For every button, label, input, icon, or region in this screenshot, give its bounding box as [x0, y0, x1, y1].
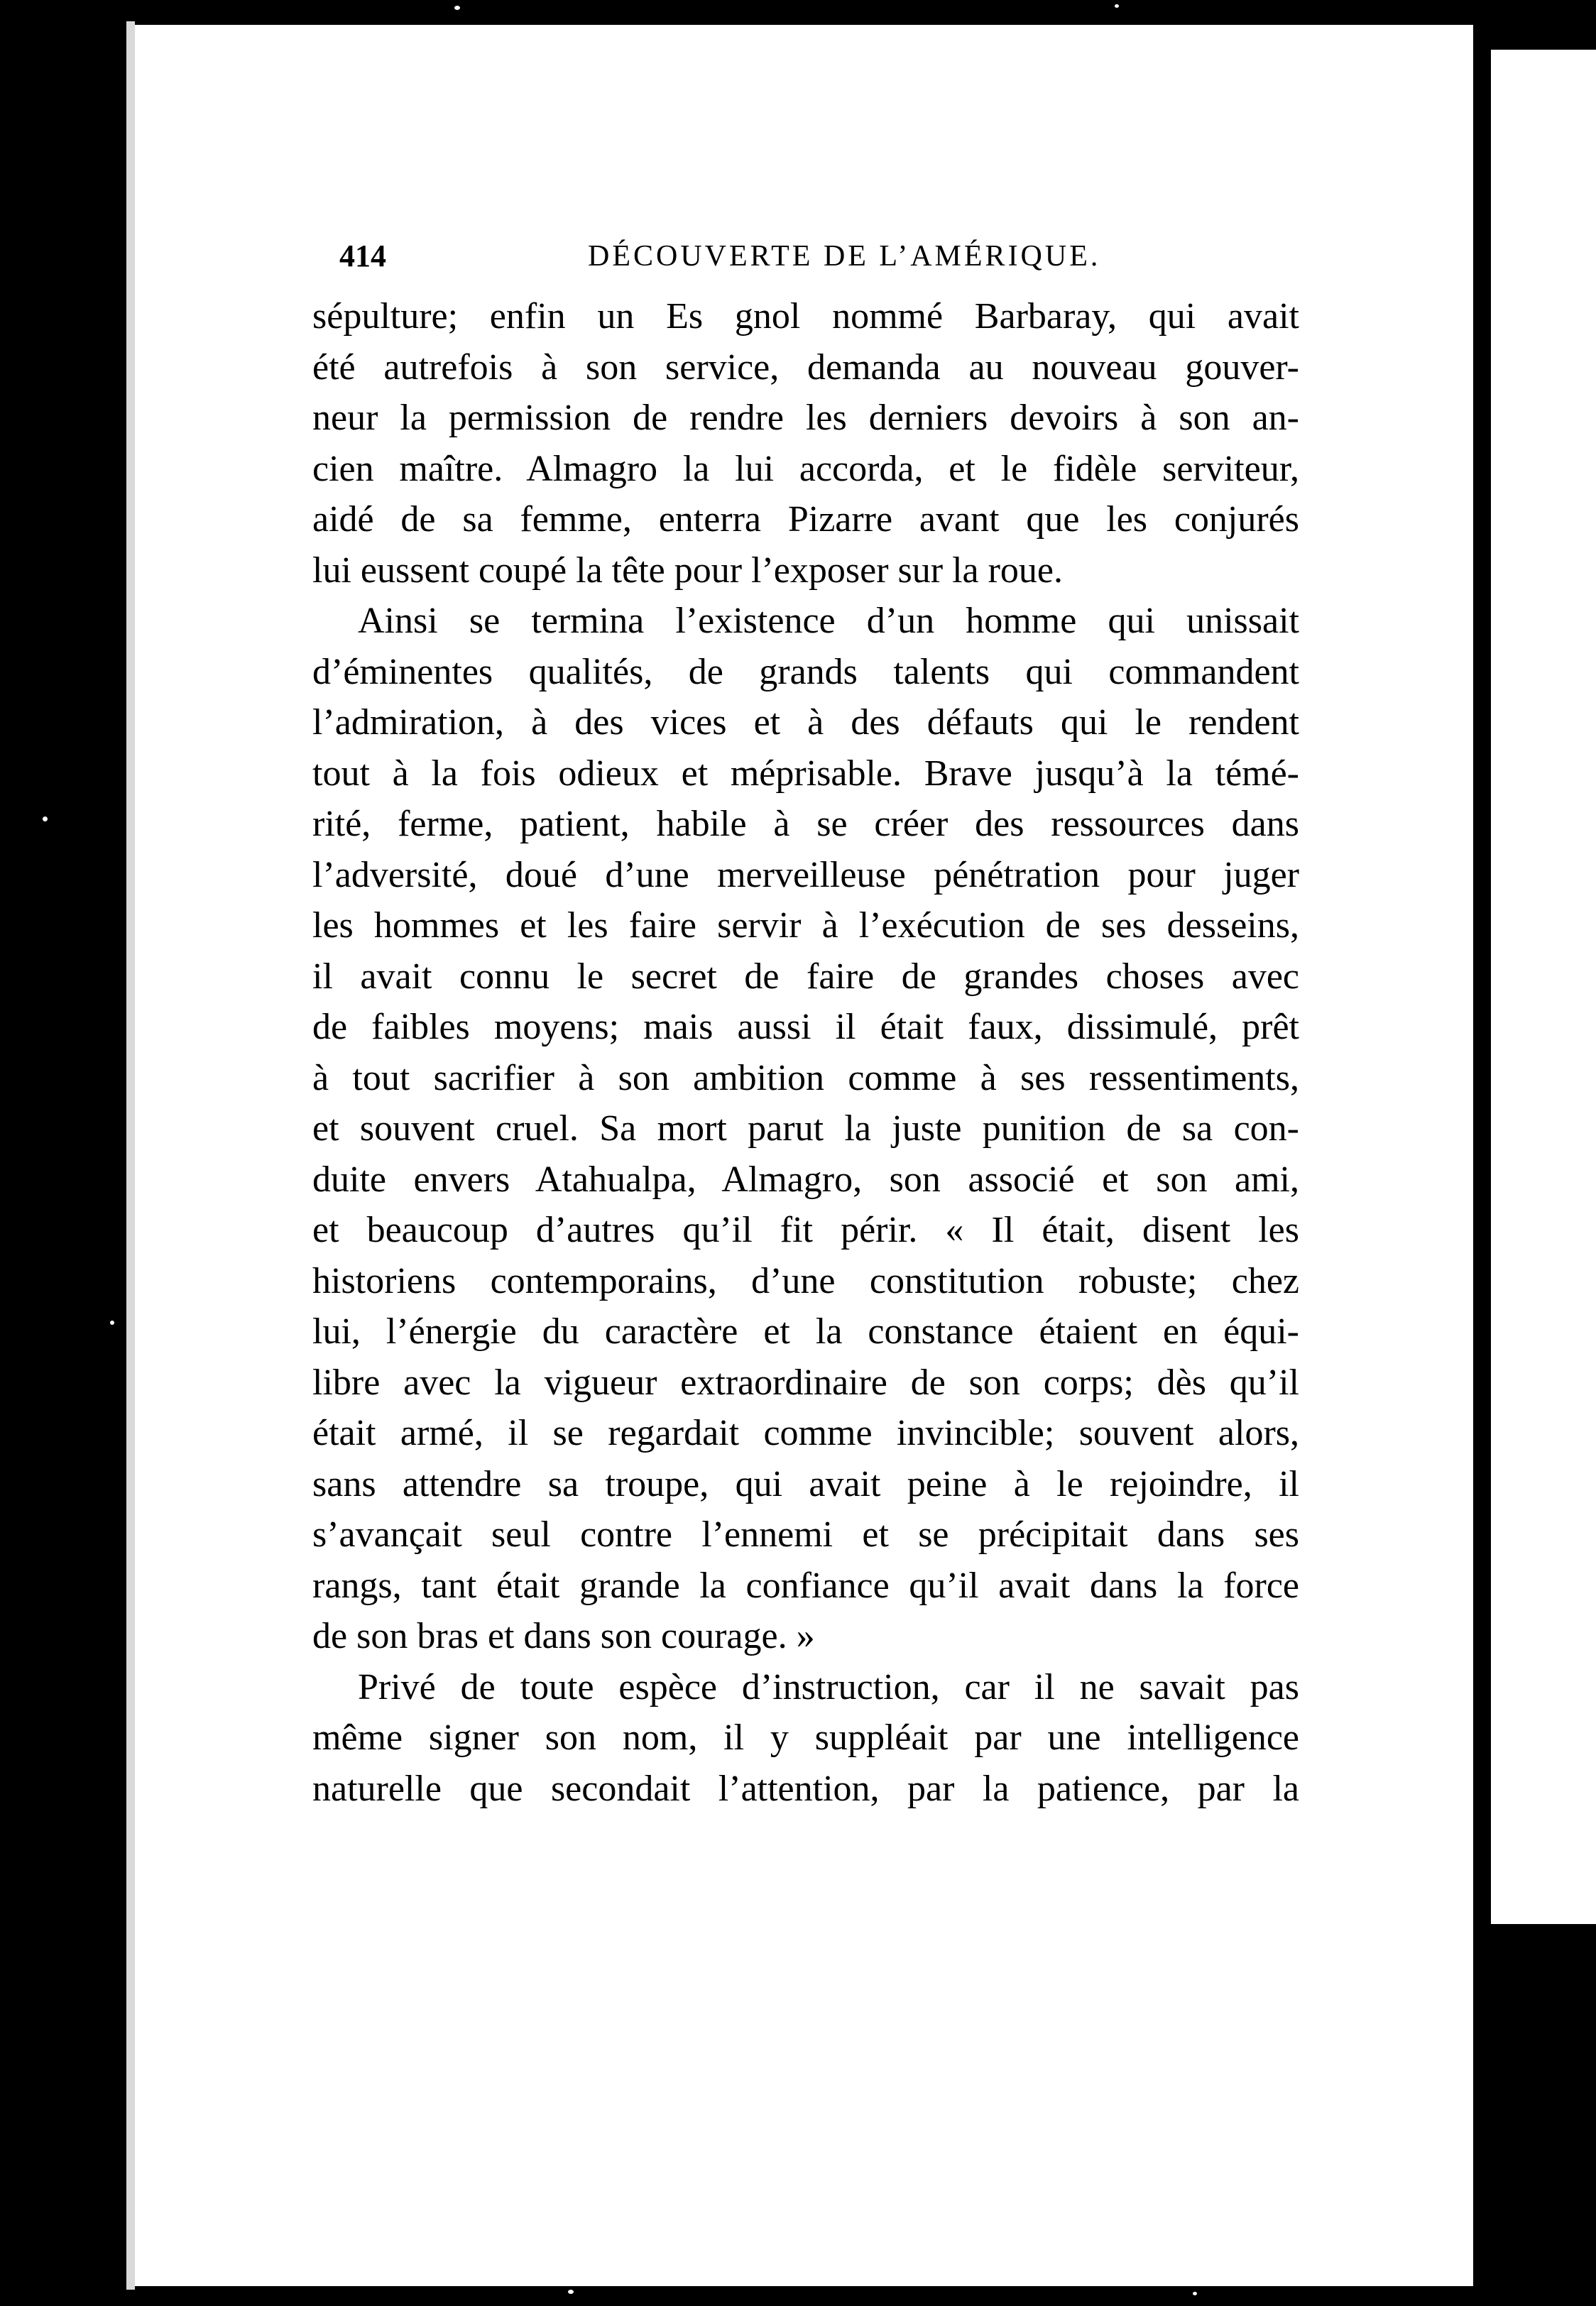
page-edge [126, 21, 135, 2290]
text-line: duite envers Atahualpa, Almagro, son associé et son ami, [312, 1159, 1299, 1200]
body-text [312, 291, 1299, 1814]
text-line: neur la permission de rendre les derniers devoirs à son an- [312, 398, 1299, 438]
text-line: lui, l’énergie du caractère et la constance étaient en équi- [312, 1311, 1299, 1352]
text-line: et beaucoup d’autres qu’il fit périr. « Il était, disent les [312, 1210, 1299, 1250]
text-line: il avait connu le secret de faire de grandes choses avec [312, 956, 1299, 997]
text-line: rangs, tant était grande la confiance qu’il avait dans la force [312, 1565, 1299, 1606]
text-line: tout à la fois odieux et méprisable. Brave jusqu’à la témé- [312, 753, 1299, 794]
text-line: d’éminentes qualités, de grands talents qui commandent [312, 651, 1299, 692]
text-line: Ainsi se termina l’existence d’un homme qui unissait [358, 601, 1299, 641]
scan-speck [110, 1321, 114, 1325]
running-title: DÉCOUVERTE DE L’AMÉRIQUE. [588, 240, 1101, 273]
text-line: naturelle que secondait l’attention, par la patience, par la [312, 1768, 1299, 1809]
text-line: l’adversité, doué d’une merveilleuse pénétration pour juger [312, 854, 1299, 895]
scan-speck [1115, 4, 1119, 8]
text-line: et souvent cruel. Sa mort parut la juste punition de sa con- [312, 1108, 1299, 1149]
text-line: aidé de sa femme, enterra Pizarre avant que les conjurés [312, 499, 1299, 540]
text-line: s’avançait seul contre l’ennemi et se précipitait dans ses [312, 1514, 1299, 1555]
text-line: Privé de toute espèce d’instruction, car il ne savait pas [358, 1666, 1299, 1707]
text-line: de faibles moyens; mais aussi il était faux, dissimulé, prêt [312, 1007, 1299, 1047]
text-line: sans attendre sa troupe, qui avait peine à le rejoindre, il [312, 1463, 1299, 1504]
page-number: 414 [339, 239, 386, 273]
text-line: de son bras et dans son courage. » [312, 1616, 815, 1656]
text-line: l’admiration, à des vices et à des défauts qui le rendent [312, 702, 1299, 743]
scan-speck [43, 816, 48, 821]
text-line: été autrefois à son service, demanda au nouveau gouver- [312, 346, 1299, 388]
page-header [339, 238, 1113, 280]
text-line: à tout sacrifier à son ambition comme à ses ressentiments, [312, 1057, 1299, 1098]
text-line: était armé, il se regardait comme invincible; souvent alors, [312, 1413, 1299, 1453]
text-line: sépulture; enfin un Es gnol nommé Barbaray, qui avait [312, 296, 1299, 337]
text-line: lui eussent coupé la tête pour l’exposer sur la roue. [312, 550, 1063, 591]
scan-speck [454, 6, 460, 10]
facing-page-edge [1491, 50, 1596, 1924]
text-line: historiens contemporains, d’une constitution robuste; chez [312, 1260, 1299, 1301]
text-line: rité, ferme, patient, habile à se créer des ressources dans [312, 804, 1299, 844]
text-line: libre avec la vigueur extraordinaire de son corps; dès qu’il [312, 1362, 1299, 1403]
text-line: cien maître. Almagro la lui accorda, et le fidèle serviteur, [312, 448, 1299, 489]
text-line: même signer son nom, il y suppléait par une intelligence [312, 1717, 1299, 1758]
scan-speck [1193, 2292, 1197, 2295]
text-line: les hommes et les faire servir à l’exécution de ses desseins, [312, 905, 1299, 946]
scan-speck [568, 2290, 574, 2294]
